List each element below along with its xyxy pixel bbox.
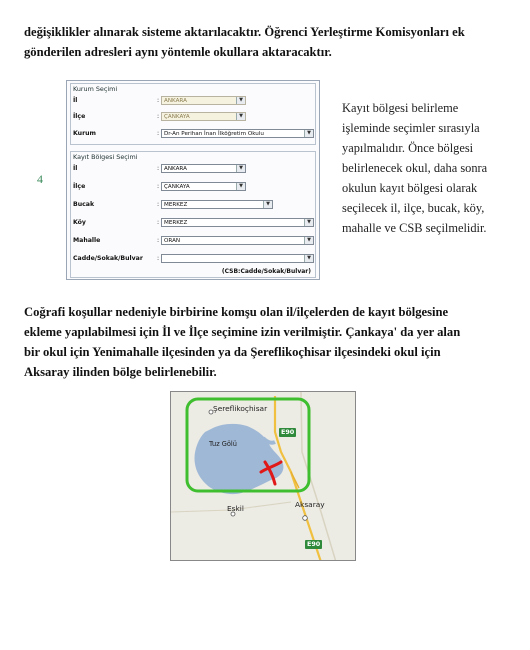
group-title: Kayıt Bölgesi Seçimi (73, 153, 138, 161)
form-row-koy: Köy : MERKEZ ▼ (73, 217, 314, 228)
map-label-sereflikochisar: Şereflikoçhisar (213, 404, 268, 413)
chevron-down-icon: ▼ (263, 201, 272, 208)
form-row-mahalle: Mahalle : ORAN ▼ (73, 235, 314, 246)
map-label-tuz-golu: Tuz Gölü (209, 440, 237, 448)
paragraph-middle (24, 302, 510, 382)
map-label-eskil: Eskil (227, 504, 244, 513)
field-label: Kurum (73, 130, 96, 137)
field-label: İl (73, 165, 78, 172)
field-label: Cadde/Sokak/Bulvar (73, 255, 143, 262)
kayit-il-select[interactable]: ANKARA ▼ (161, 164, 246, 173)
kayit-bolgesi-group (70, 151, 316, 278)
mahalle-select[interactable]: ORAN ▼ (161, 236, 314, 245)
form-row-ilce: İlçe : ÇANKAYA ▼ (73, 181, 246, 192)
chevron-down-icon: ▼ (304, 237, 313, 244)
field-label: İl (73, 97, 78, 104)
road-badge: E90 (281, 428, 295, 436)
kayit-ilce-select[interactable]: ÇANKAYA ▼ (161, 182, 246, 191)
cadde-sokak-bulvar-select[interactable] (161, 254, 314, 263)
chevron-down-icon: ▼ (236, 165, 245, 172)
chevron-down-icon: ▼ (236, 183, 245, 190)
form-row-il: İl : ANKARA ▼ (73, 95, 246, 106)
note-line: yapılmalıdır. Önce bölgesi (342, 141, 474, 155)
road-badge: E90 (307, 540, 321, 548)
field-label: Bucak (73, 201, 95, 208)
map-label-aksaray: Aksaray (295, 500, 325, 509)
note-line: mahalle ve CSB seçilmelidir. (342, 221, 487, 235)
region-map (170, 391, 356, 561)
field-label: İlçe (73, 113, 86, 120)
paragraph-middle-line: Aksaray ilinden bölge belirlenebilir. (24, 365, 217, 379)
note-line: seçilecek il, ilçe, bucak, köy, (342, 201, 485, 215)
bucak-select[interactable]: MERKEZ ▼ (161, 200, 273, 209)
chevron-down-icon: ▼ (236, 97, 245, 104)
form-row-cadde: Cadde/Sokak/Bulvar : ▼ (73, 253, 314, 264)
form-row-kurum: Kurum : Dr-An Perihan İnan İlköğretim Okulu ▼ (73, 128, 314, 139)
side-note (342, 98, 522, 238)
paragraph-middle-line: bir okul için Yenimahalle ilçesinden ya da Şereflikoçhisar ilçesindeki okul için (24, 345, 441, 359)
page-number: 4 (37, 172, 43, 186)
field-label: İlçe (73, 183, 86, 190)
form-screenshot (66, 80, 320, 280)
chevron-down-icon: ▼ (304, 130, 313, 137)
paragraph-top-line: değişiklikler alınarak sisteme aktarılacaktır. Öğrenci Yerleştirme Komisyonları ek (24, 25, 465, 39)
paragraph-middle-line: Coğrafi koşullar nedeniyle birbirine komşu olan il/ilçelerden de kayıt bölgesine (24, 305, 449, 319)
note-line: okulun kayıt bölgesi olarak (342, 181, 478, 195)
field-label: Köy (73, 219, 86, 226)
note-line: Kayıt bölgesi belirleme (342, 101, 459, 115)
paragraph-top-line: gönderilen adresleri aynı yöntemle okullara aktaracaktır. (24, 45, 332, 59)
note-line: işleminde seçimler sırasıyla (342, 121, 480, 135)
note-line: belirlenecek okul, daha sonra (342, 161, 488, 175)
chevron-down-icon: ▼ (236, 113, 245, 120)
map-graphic (171, 392, 356, 561)
il-select[interactable]: ANKARA ▼ (161, 96, 246, 105)
csb-note: (CSB:Cadde/Sokak/Bulvar) (221, 268, 311, 275)
form-row-il: İl : ANKARA ▼ (73, 163, 246, 174)
kurum-selection-group (70, 83, 316, 145)
chevron-down-icon: ▼ (304, 219, 313, 226)
chevron-down-icon: ▼ (304, 255, 313, 262)
paragraph-middle-line: ekleme yapılabilmesi için İl ve İlçe seçimine izin verilmiştir. Çankaya' da yer alan (24, 325, 461, 339)
koy-select[interactable]: MERKEZ ▼ (161, 218, 314, 227)
field-label: Mahalle (73, 237, 101, 244)
form-row-bucak: Bucak : MERKEZ ▼ (73, 199, 273, 210)
form-row-ilce: İlçe : ÇANKAYA ▼ (73, 111, 246, 122)
ilce-select[interactable]: ÇANKAYA ▼ (161, 112, 246, 121)
group-title: Kurum Seçimi (73, 85, 118, 93)
kurum-select[interactable]: Dr-An Perihan İnan İlköğretim Okulu ▼ (161, 129, 314, 138)
paragraph-top (24, 22, 510, 62)
